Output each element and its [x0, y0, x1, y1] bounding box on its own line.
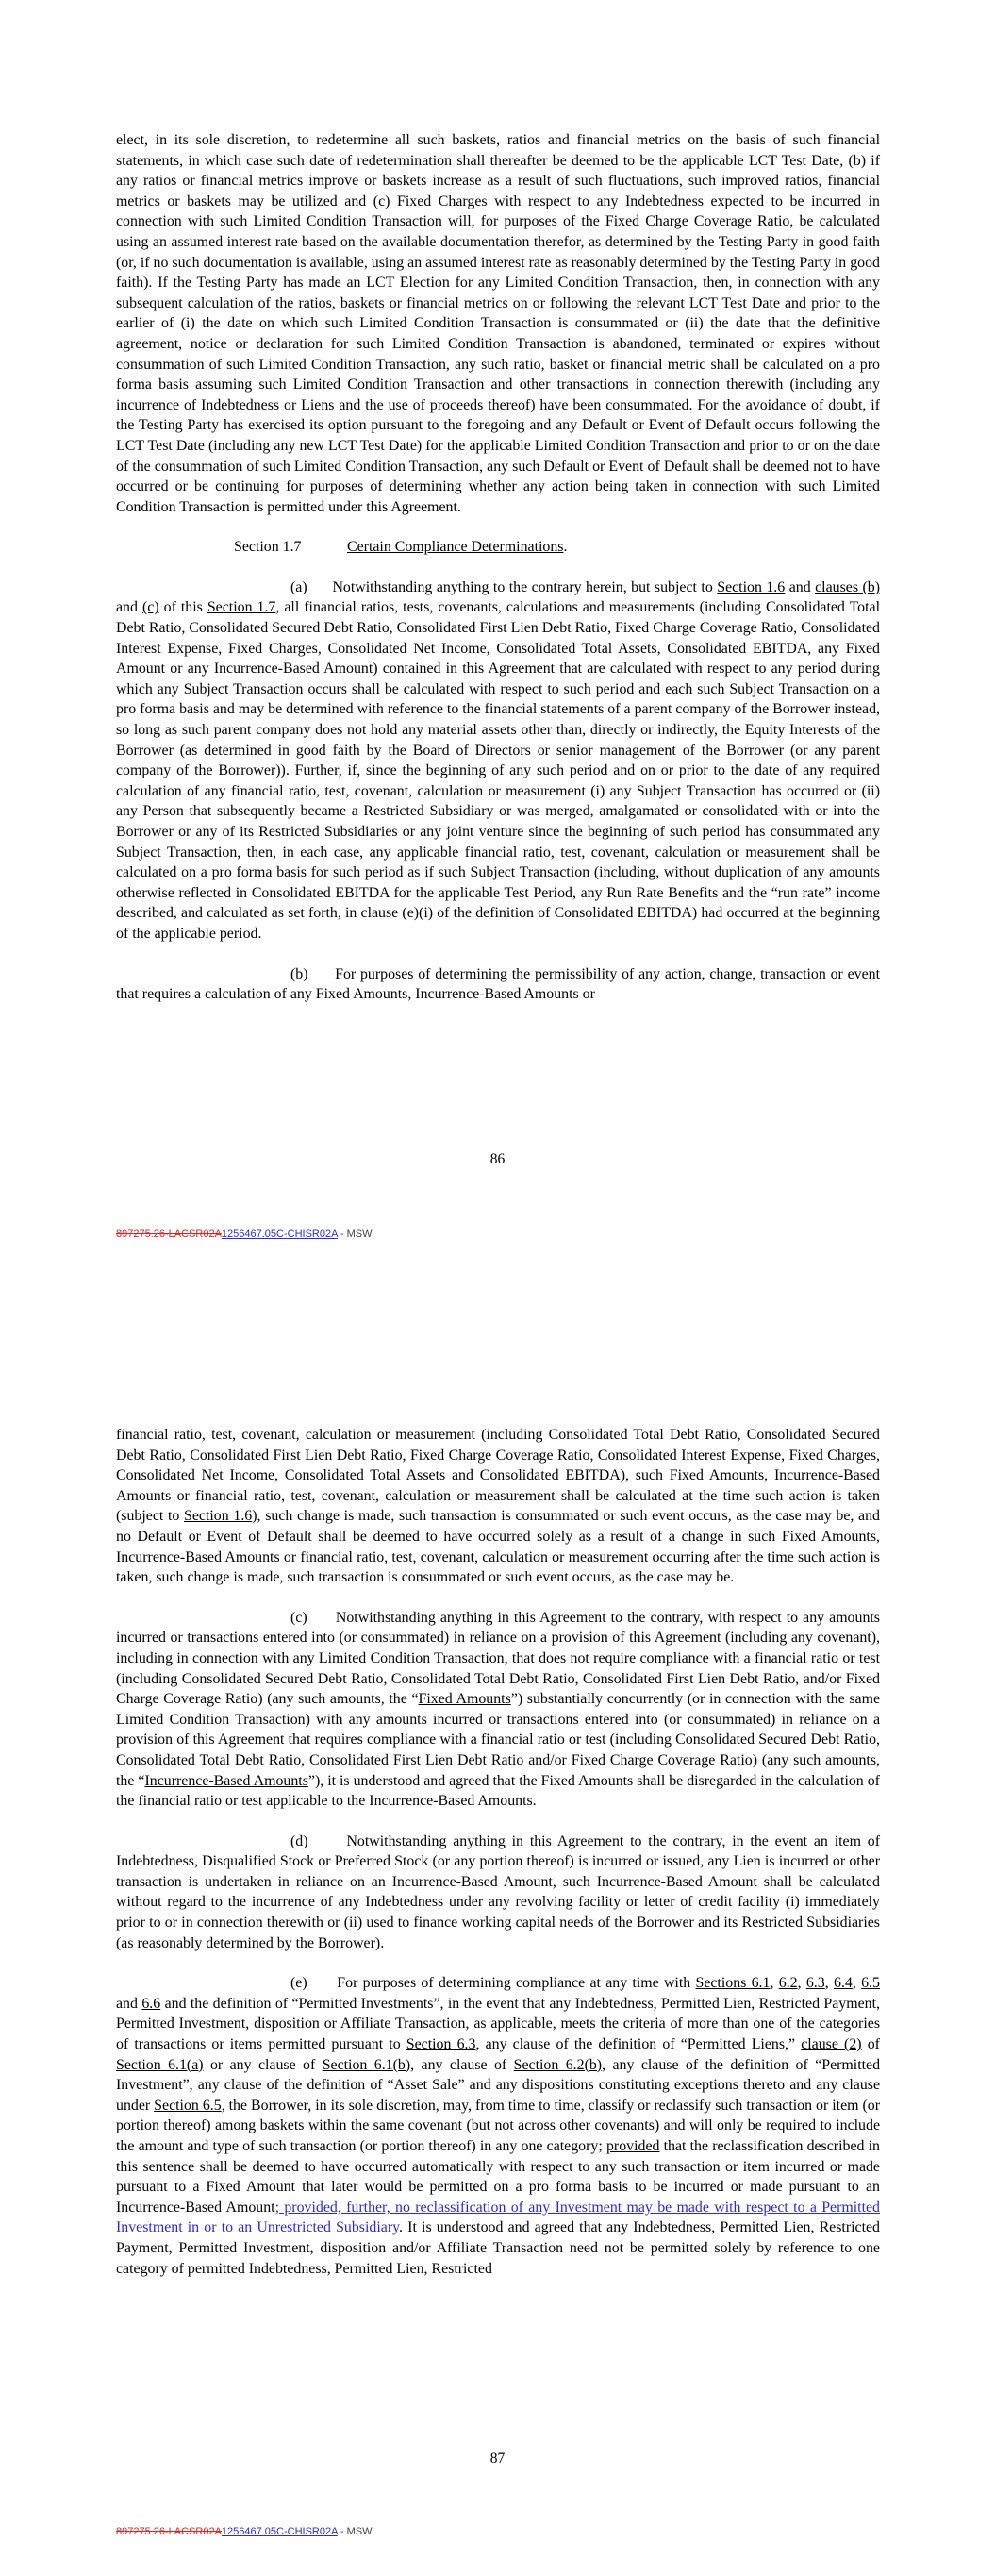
page-87: [0, 1288, 995, 2576]
paragraph-c: [116, 1608, 880, 1812]
text-run: ”), it is understood and agreed that the Fixed Amounts shall be disregarded in the calculation of the financial ratio or test applicable to the Incurrence-Based Amounts.: [116, 1772, 880, 1810]
paragraph-label: (d): [290, 1832, 308, 1849]
page-number: 87: [489, 2451, 506, 2467]
text-run: that the reclassification described in this sentence shall be deemed to have occurred automatically with respect to any such transaction or item incurred or made pursuant to a Fixed Amount that later would be permitted on a pro forma basis to be incurred or made pursuant to an Incurrence-Based Amount: [116, 2138, 880, 2216]
proviso-term: provided: [605, 2138, 660, 2154]
cross-reference: (c): [141, 599, 159, 616]
cross-reference: Section 6.5: [154, 2097, 222, 2114]
text-run: of: [861, 2036, 880, 2053]
section-title: Certain Compliance Determinations: [347, 539, 564, 556]
document-footer: [116, 1229, 373, 1240]
page-87-body: [116, 1425, 880, 2279]
text-run: , any clause of the definition of “Permitted Liens,”: [475, 2036, 802, 2053]
text-run: and: [785, 578, 816, 595]
text-run: or any clause of: [203, 2056, 323, 2073]
section-number: Section 1.7: [234, 539, 302, 556]
text-run: ,: [852, 1975, 862, 1992]
text-run: of this: [158, 599, 207, 616]
text-run: financial ratio, test, covenant, calculation or measurement (including Consolidated Total Debt Ratio, Consolidated Secured Debt Ratio, Consolidated First Lien Debt Ratio, Fixed Charge Coverage Ratio, Consolidated Interest Expense, Fixed Charges, Consolidated Net Income, Consolidated Total Assets and Consolidated EBITDA), such Fixed Amounts, Incurrence-Based Amounts or financial ratio, test, covenant, calculation or measurement shall be calculated at the time such action is taken (subject to: [116, 1427, 880, 1525]
footer-deleted-id: 897275.26-LACSR02A: [116, 2526, 222, 2537]
text-run: and: [116, 599, 142, 616]
defined-term: Incurrence-Based Amounts: [144, 1772, 308, 1789]
cross-reference: 6.3: [805, 1975, 825, 1992]
cross-reference: 6.2: [778, 1975, 798, 1992]
footer-inserted-id: 1256467.05C-CHISR02A: [221, 2526, 338, 2537]
cross-reference: 6.4: [833, 1975, 853, 1992]
text-run: , all financial ratios, tests, covenants, calculations and measurements (including Consolidated Total Debt Ratio, Consolidated Secured Debt Ratio, Consolidated First Lien Debt Ratio, Fixed Charge Coverage Ratio, Consolidated Interest Expense, Fixed Charges, Consolidated Net Income, Consolidated Total Assets, Consolidated EBITDA, any Fixed Amount or any Incurrence-Based Amount) contained in this Agreement that are calculated with respect to any period during which any Subject Transaction occurs shall be calculated with respect to such period and each such Subject Transaction on a pro forma basis and may be determined with reference to the financial statements of a parent company of the Borrower instead, so long as such parent company does not hold any material assets other than, directly or indirectly, the Equity Interests of the Borrower (as determined in good faith by the Board of Directors or senior management of the Borrower (or any parent company of the Borrower)). Further, if, since the beginning of any such period and on or prior to the date of any required calculation of any financial ratio, test, covenant, calculation or measurement (i) any Subject Transaction has occurred or (ii) any Person that subsequently became a Restricted Subsidiary or was merged, amalgamated or consolidated with or into the Borrower or any of its Restricted Subsidiaries or any joint venture since the beginning of such period has consummated any Subject Transaction, then, in each case, any applicable financial ratio, test, covenant, calculation or measurement shall be calculated on a pro forma basis for such period as if such Subject Transaction (including, without duplication of any amounts otherwise reflected in Consolidated EBITDA for the applicable Test Period, any Run Rate Benefits and the “run rate” income described, and calculated as set forth, in clause (e)(i) of the definition of Consolidated EBITDA) had occurred at the beginning of the applicable period.: [116, 599, 880, 942]
text-run: ), such change is made, such transaction is consummated or such event occurs, as the case may be, and no Default or Event of Default shall be deemed to have occurred solely as a result of a change in such Fixed Amounts, Incurrence-Based Amounts or financial ratio, test, covenant, calculation or measurement occurring after the time such action is taken, such change is made, such transaction is consummated or such event occurs, as the case may be.: [116, 1508, 881, 1586]
paragraph-a: [116, 577, 880, 945]
paragraph-b: [116, 964, 880, 1005]
text-run: and the definition of “Permitted Investments”, in the event that any Indebtedness, Permitted Lien, Restricted Payment, Permitted Investment, disposition or Affiliate Transaction, as applicable, meets the criteria of more than one of the categories of transactions or items permitted pursuant to: [116, 1995, 881, 2053]
document-footer: [116, 2526, 373, 2537]
text-run: ,: [824, 1975, 834, 1992]
footer-deleted-id: 897275.26-LACSR02A: [116, 1229, 222, 1240]
page-86-body: [116, 130, 880, 1005]
text-run: ,: [770, 1975, 779, 1992]
section-heading: [116, 537, 880, 558]
text-run: Notwithstanding anything in this Agreement to the contrary, with respect to any amounts incurred or transactions entered into (or consummated) in reliance on a provision of this Agreement (including any covenant), including in connection with any Limited Condition Transaction, that does not require compliance with a financial ratio or test (including Consolidated Secured Debt Ratio, Consolidated Total Debt Ratio, Consolidated First Lien Debt Ratio, and/or Fixed Charge Coverage Ratio) (any such amounts, the “: [116, 1609, 880, 1708]
cross-reference: 6.6: [141, 1995, 161, 2012]
cross-reference: Section 6.3: [406, 2036, 476, 2053]
text-run: and: [116, 1995, 142, 2012]
cross-reference: Section 6.1(b): [322, 2056, 411, 2073]
cross-reference: Section 6.1(a): [116, 2056, 204, 2073]
cross-reference: Sections 6.1: [695, 1975, 771, 1992]
text-run: , the Borrower, in its sole discretion, may, from time to time, classify or reclassify such transaction or item (or portion thereof) among baskets within the same covenant (but not across other covenants) and will only be required to include the amount and type of such transaction (or portion thereof) in any one category;: [116, 2097, 880, 2154]
paragraph-e: [116, 1973, 880, 2279]
text-run: For purposes of determining compliance at any time with: [337, 1975, 696, 1992]
text-run: , any clause of: [410, 2056, 514, 2073]
footer-inserted-id: 1256467.05C-CHISR02A: [221, 1229, 338, 1240]
continued-paragraph: elect, in its sole discretion, to redetermine all such baskets, ratios and financial metrics on the basis of such financial statements, in which case such date of redetermination shall thereafter be deemed to be the applicable LCT Test Date, (b) if any ratios or financial metrics improve or baskets increase as a result of such fluctuations, such improved ratios, financial metrics or baskets may be utilized and (c) Fixed Charges with respect to any Indebtedness expected to be incurred in connection with such Limited Condition Transaction will, for purposes of the Fixed Charge Coverage Ratio, be calculated using an assumed interest rate based on the available documentation therefor, as determined by the Testing Party in good faith (or, if no such documentation is available, using an assumed interest rate as reasonably determined by the Testing Party in good faith). If the Testing Party has made an LCT Election for any Limited Condition Transaction, then, in connection with any subsequent calculation of the ratios, baskets or financial metrics on or following the relevant LCT Test Date and prior to the earlier of (i) the date on which such Limited Condition Transaction is consummated or (ii) the date that the definitive agreement, notice or declaration for such Limited Condition Transaction is abandoned, terminated or expires without consummation of such Limited Condition Transaction, any such ratio, basket or financial metric shall be calculated on a pro forma basis assuming such Limited Condition Transaction and other transactions in connection therewith (including any incurrence of Indebtedness or Liens and the use of proceeds thereof) have been consummated. For the avoidance of doubt, if the Testing Party has exercised its option pursuant to the foregoing and any Default or Event of Default occurs following the LCT Test Date (including any new LCT Test Date) for the applicable Limited Condition Transaction and prior to or on the date of the consummation of such Limited Condition Transaction, any such Default or Event of Default shall be deemed not to have occurred or be continuing for purposes of determining whether any action being taken in connection with such Limited Condition Transaction is permitted under this Agreement.: [116, 132, 880, 515]
text-run: ”) substantially concurrently (or in connection with the same Limited Condition Transaction) with any amounts incurred or transactions entered into (or consummated) in reliance on a provision of this Agreement that requires compliance with a financial ratio or test (including Consolidated Secured Debt Ratio, Consolidated Total Debt Ratio, Consolidated First Lien Debt Ratio and/or Fixed Charge Coverage Ratio) (any such amounts, the “: [116, 1691, 880, 1789]
cross-reference: clause (2): [801, 2036, 862, 2053]
cross-reference: Section 1.7: [207, 599, 276, 616]
text-run: ,: [797, 1975, 806, 1992]
footer-suffix: - MSW: [337, 2526, 373, 2537]
text-run: Notwithstanding anything to the contrary herein, but subject to: [332, 578, 718, 595]
paragraph-label: (a): [290, 578, 307, 595]
cross-reference: clauses (b): [815, 578, 880, 595]
section-title-period: .: [563, 539, 568, 556]
footer-suffix: - MSW: [337, 1229, 373, 1240]
text-run: . It is understood and agreed that any Indebtedness, Permitted Lien, Restricted Payment, Permitted Investment, disposition and/or Affiliate Transaction need not be permitted solely by reference to one category of permitted Indebtedness, Permitted Lien, Restricted: [116, 2219, 880, 2277]
page-number: 86: [489, 1151, 506, 1167]
cross-reference: Section 1.6: [717, 578, 786, 595]
text-run: For purposes of determining the permissibility of any action, change, transaction or event that requires a calculation of any Fixed Amounts, Incurrence-Based Amounts or: [116, 965, 880, 1003]
text-run: Notwithstanding anything in this Agreement to the contrary, in the event an item of Indebtedness, Disqualified Stock or Preferred Stock (or any portion thereof) is incurred or issued, any Lien is incurred or other transaction is undertaken in reliance on an Incurrence-Based Amount, such Incurrence-Based Amount shall be calculated without regard to the incurrence of any Indebtedness under any revolving facility or letter of credit facility (i) immediately prior to or in connection therewith or (ii) used to finance working capital needs of the Borrower and its Restricted Subsidiaries (as reasonably determined by the Borrower).: [116, 1832, 880, 1951]
cross-reference: Section 6.2(b): [513, 2056, 603, 2073]
paragraph-label: (e): [290, 1975, 307, 1992]
defined-term: Fixed Amounts: [418, 1691, 511, 1708]
paragraph-label: (b): [290, 965, 308, 982]
text-run: , any clause of the definition of “Permitted Investment”, any clause of the definition of “Asset Sale” and any dispositions constituting exceptions thereto and any clause under: [116, 2056, 881, 2114]
paragraph-d: [116, 1832, 880, 1954]
paragraph-label: (c): [290, 1609, 307, 1626]
inserted-redline-text: ; provided, further, no reclassification of any Investment may be made with respect to a Permitted Investment in or to an Unrestricted Subsidiary: [116, 2199, 881, 2236]
cross-reference: Section 1.6: [184, 1508, 253, 1525]
cross-reference: 6.5: [861, 1975, 880, 1992]
continued-paragraph: [116, 1425, 880, 1588]
